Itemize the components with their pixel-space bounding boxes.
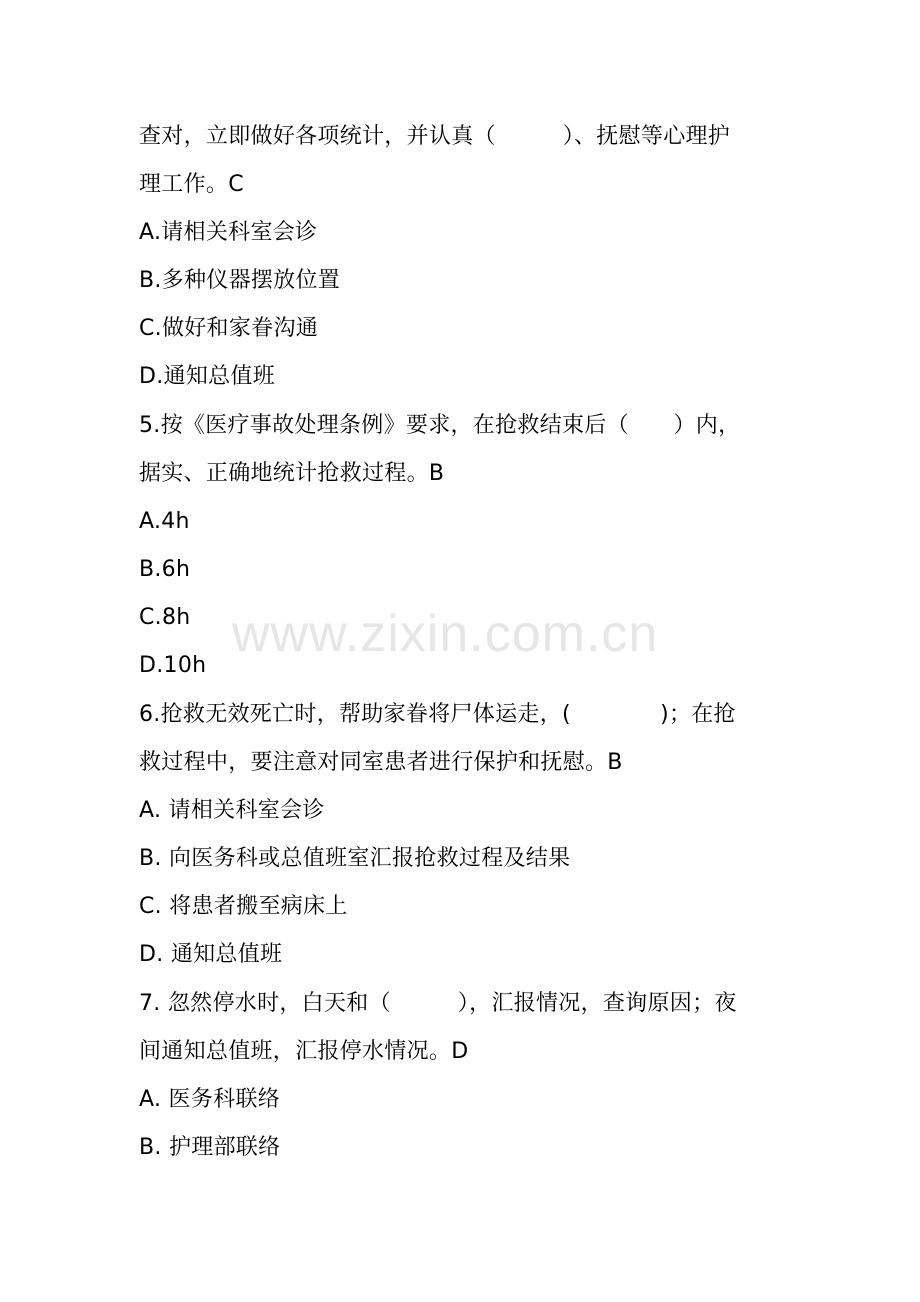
question-5-option-a: A.4h [139, 509, 190, 534]
question-5-line-1: 5.按《医疗事故处理条例》要求，在抢救结束后（ ）内， [139, 413, 741, 438]
question-7-option-b: B. 护理部联络 [139, 1135, 281, 1160]
question-5-option-b: B.6h [139, 557, 191, 582]
question-5-option-d: D.10h [139, 653, 207, 678]
question-5-option-c: C.8h [139, 605, 191, 630]
question-4-option-d: D.通知总值班 [139, 364, 276, 389]
watermark: www.zixin.com.cn [232, 605, 659, 663]
question-6-option-d: D. 通知总值班 [139, 942, 283, 967]
question-7-line-1: 7. 忽然停水时，白天和（ ），汇报情况，查询原因；夜 [139, 991, 737, 1016]
question-4-continued-line-2: 理工作。C [139, 172, 244, 197]
question-7-line-2: 间通知总值班，汇报停水情况。D [139, 1039, 469, 1064]
question-6-option-b: B. 向医务科或总值班室汇报抢救过程及结果 [139, 846, 571, 871]
question-4-option-b: B.多种仪器摆放位置 [139, 268, 341, 293]
question-6-line-1: 6.抢救无效死亡时，帮助家眷将尸体运走，( )；在抢 [139, 702, 736, 727]
question-4-continued-line-1: 查对，立即做好各项统计，并认真（ ）、抚慰等心理护 [139, 124, 731, 149]
question-5-line-2: 据实、正确地统计抢救过程。B [139, 461, 445, 486]
question-6-option-a: A. 请相关科室会诊 [139, 798, 325, 823]
question-4-option-a: A.请相关科室会诊 [139, 220, 318, 245]
question-6-line-2: 救过程中，要注意对同室患者进行保护和抚慰。B [139, 750, 623, 775]
question-6-option-c: C. 将患者搬至病床上 [139, 894, 348, 919]
question-7-option-a: A. 医务科联络 [139, 1087, 281, 1112]
question-4-option-c: C.做好和家眷沟通 [139, 316, 319, 341]
